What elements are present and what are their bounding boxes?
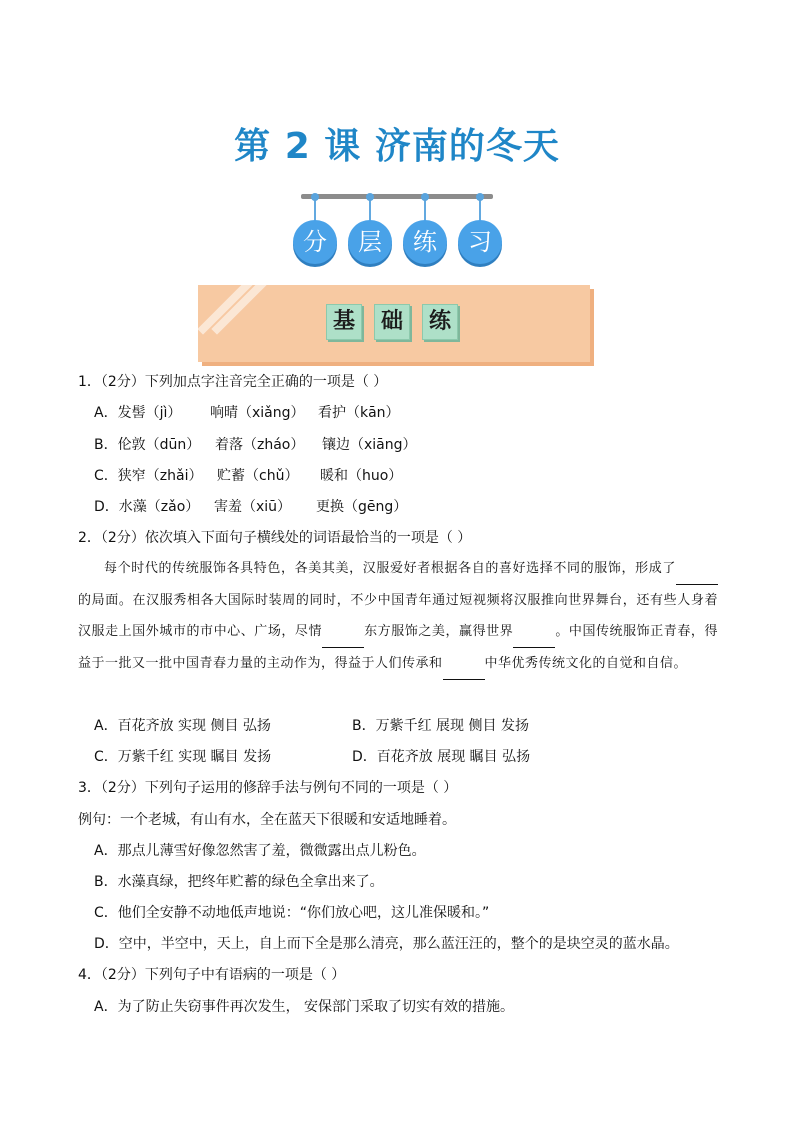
q1-option-b-3: 镶边（xiāng）: [322, 437, 417, 453]
hanger-dot: [421, 193, 429, 201]
passage-blank-2: [322, 616, 364, 648]
badge-lian: 练: [403, 220, 447, 264]
question-1-stem: 1．（2分）下列加点字注音完全正确的一项是（ ）: [78, 374, 388, 390]
q3-option-c: C．他们全安静不动地低声地说：“你们放心吧，这儿准保暖和。”: [94, 905, 490, 921]
passage-text-3: 东方服饰之美，赢得世界: [364, 624, 514, 639]
question-2-stem: 2．（2分）依次填入下面句子横线处的词语最恰当的一项是（ ）: [78, 530, 472, 546]
q1-option-d-3: 更换（gēng）: [316, 499, 408, 515]
badge-ceng: 层: [348, 220, 392, 264]
passage-blank-3: [513, 616, 555, 648]
section-tile-chu: 础: [374, 304, 410, 340]
badge-rail: [301, 194, 493, 199]
section-tile-ji: 基: [326, 304, 362, 340]
page-title: 第 2 课 济南的冬天: [234, 126, 560, 167]
q2-option-c: C．万紫千红 实现 瞩目 发扬: [94, 749, 272, 765]
q2-option-a: A．百花齐放 实现 侧目 弘扬: [94, 718, 271, 734]
q3-option-d: D．空中，半空中，天上，自上而下全是那么清亮，那么蓝汪汪的，整个的是块空灵的蓝水晶。: [94, 936, 679, 952]
q1-option-c-2: 贮蓄（chǔ）: [217, 468, 299, 484]
q1-option-c-3: 暖和（huo）: [320, 468, 403, 484]
q1-option-b-2: 着落（zháo）: [215, 437, 305, 453]
question-3-stem: 3．（2分）下列句子运用的修辞手法与例句不同的一项是（ ）: [78, 780, 458, 796]
q3-option-a: A．那点儿薄雪好像忽然害了羞，微微露出点儿粉色。: [94, 843, 426, 859]
passage-blank-1: [676, 553, 718, 585]
passage-text-5: 中华优秀传统文化的自觉和自信。: [484, 656, 688, 671]
q1-option-b-1: B．伦敦（dūn）: [94, 437, 201, 453]
q2-option-d: D．百花齐放 展现 瞩目 弘扬: [352, 749, 531, 765]
q3-option-b: B．水藻真绿，把终年贮蓄的绿色全拿出来了。: [94, 874, 384, 890]
passage-text-4: 。中国传统服饰正青春，得益于一批又一批中国青春力量的主动作为，得益于人们传承和: [78, 624, 718, 671]
badge-fen: 分: [293, 220, 337, 264]
q1-option-a-3: 看护（kān）: [318, 405, 400, 421]
passage-text-2: 的局面。在汉服秀相各大国际时装周的同时，不少中国青年通过短视频将汉服推向世界舞台，还有些人身着汉服走上国外城市的市中心、广场，尽情: [78, 593, 718, 639]
q1-option-d-2: 害羞（xiū）: [214, 499, 292, 515]
question-2-passage: [78, 553, 718, 680]
section-tile-lian: 练: [422, 304, 458, 340]
q1-option-a-2: 响晴（xiǎng）: [210, 405, 305, 421]
question-3-example: 例句：一个老城，有山有水，全在蓝天下很暖和安适地睡着。: [78, 812, 456, 828]
q1-option-a-1: A．发髻（jì）: [94, 405, 182, 421]
q1-option-c-1: C．狭窄（zhǎi）: [94, 468, 203, 484]
hanger-dot: [311, 193, 319, 201]
q1-option-d-1: D．水藻（zǎo）: [94, 499, 200, 515]
passage-blank-4: [443, 648, 485, 680]
passage-text-1: 每个时代的传统服饰各具特色，各美其美，汉服爱好者根据各自的喜好选择不同的服饰，形成了: [104, 561, 676, 576]
badge-xi: 习: [458, 220, 502, 264]
hanger-dot: [366, 193, 374, 201]
hanger-dot: [476, 193, 484, 201]
q2-option-b: B．万紫千红 展现 侧目 发扬: [352, 718, 529, 734]
question-4-stem: 4．（2分）下列句子中有语病的一项是（ ）: [78, 967, 346, 983]
q4-option-a: A．为了防止失窃事件再次发生， 安保部门采取了切实有效的措施。: [94, 999, 515, 1015]
